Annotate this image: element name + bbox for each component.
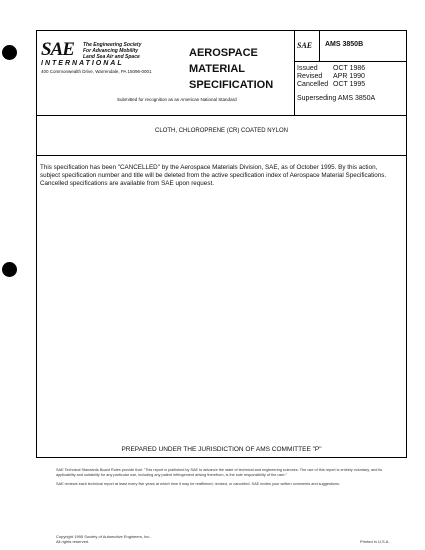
spec-dates: [297, 65, 365, 89]
date-row-cancelled: [297, 81, 365, 89]
binder-hole-bottom: [2, 262, 17, 277]
printed-in: Printed in U.S.A.: [360, 539, 390, 544]
date-value: APR 1990: [333, 73, 365, 80]
copyright-line: All rights reserved.: [56, 538, 90, 544]
copyright-line: Copyright 1995 Society of Automotive Engineers, Inc.: [56, 534, 151, 539]
spec-info-block: [295, 31, 406, 115]
footer-notes: [56, 468, 386, 491]
sae-logo: SAE: [41, 39, 74, 60]
address: 400 Commonwealth Drive, Warrendale, PA 15096-0001: [41, 69, 152, 74]
document-frame: [36, 30, 407, 458]
date-row-issued: [297, 65, 365, 73]
material-title: CLOTH, CHLOROPRENE (CR) COATED NYLON: [155, 128, 288, 134]
title-line: MATERIAL: [189, 63, 246, 75]
date-label: Cancelled: [297, 81, 329, 88]
date-label: Issued: [297, 65, 318, 72]
date-value: OCT 1995: [333, 81, 366, 88]
footer-paragraph: SAE reviews each technical report at least every five years at which time it may be reaffirmed, revised, or cancelled. SAE invites your written comments and suggestions.: [56, 482, 340, 486]
date-value: OCT 1986: [333, 65, 366, 72]
submitted-note: Submitted for recognition as an American National Standard: [117, 97, 237, 102]
society-line: The Engineering Society: [83, 42, 142, 48]
copyright: [56, 535, 151, 544]
divider: [319, 31, 320, 61]
spec-number-row: [295, 31, 406, 62]
material-row: [37, 115, 406, 156]
prepared-by: PREPARED UNDER THE JURISDICTION OF AMS COMMITTEE "P": [121, 446, 322, 453]
footer-paragraph: SAE Technical Standards Board Rules provide that: "This report is published by SAE to advance the state of technical and engineering sciences. The use of this report is entirely voluntary, and its applicability and suitability for any particular use, including any patent infringement arising therefrom, is the sole responsibility of the user.": [56, 468, 383, 477]
cancellation-notice: This specification has been "CANCELLED" by the Aerospace Materials Division, SAE, as of October 1995. By this action, subject specification number and title will be deleted from the active specification index of Aerospace Material Specifications. Cancelled specifications are available from SAE upon request.: [40, 164, 387, 187]
sae-small-logo: SAE: [297, 41, 313, 50]
society-line: For Advancing Mobility: [83, 48, 139, 54]
header: [37, 31, 406, 116]
spec-number: AMS 3850B: [325, 41, 364, 48]
title-line: SPECIFICATION: [189, 79, 274, 91]
document-title: [189, 45, 294, 93]
date-label: Revised: [297, 73, 323, 80]
title-line: AEROSPACE: [189, 47, 258, 59]
society-tagline: [83, 42, 193, 60]
superseding-note: Superseding AMS 3850A: [297, 95, 376, 102]
international-label: INTERNATIONAL: [41, 60, 124, 67]
society-line: Land Sea Air and Space: [83, 54, 140, 60]
date-row-revised: [297, 73, 365, 81]
binder-hole-top: [2, 45, 17, 60]
